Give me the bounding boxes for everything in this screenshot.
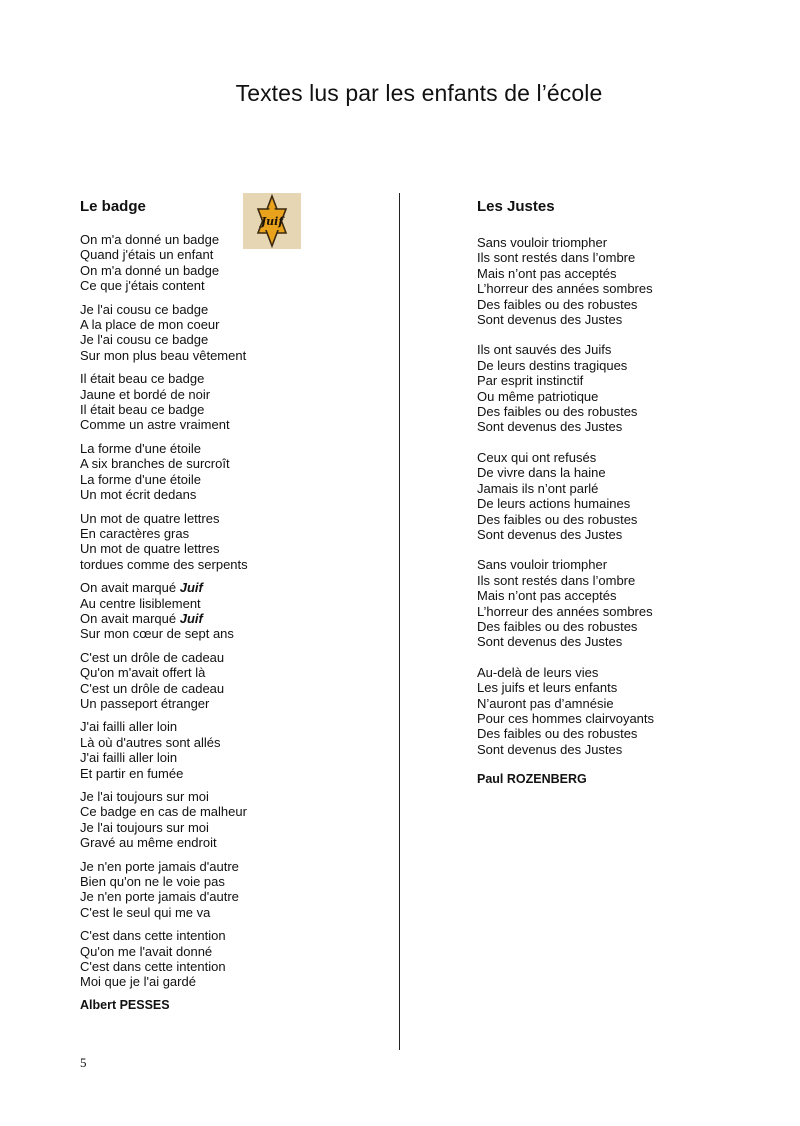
poem-line: Ce badge en cas de malheur [80, 804, 247, 820]
stanza [80, 928, 380, 990]
poem-line: La forme d'une étoile [80, 440, 202, 456]
poem-author: Albert PESSES [80, 997, 170, 1012]
poem-les-justes [477, 199, 777, 788]
poem-line: Ils sont restés dans l’ombre [477, 250, 636, 266]
page-title: Textes lus par les enfants de l’école [235, 80, 603, 106]
poem-line: Ceux qui ont refusés [477, 449, 597, 465]
poem-line: Je l'ai toujours sur moi [80, 789, 209, 804]
poem-line: Comme un astre vraiment [80, 417, 230, 433]
stanza [80, 232, 380, 294]
poem-line: Des faibles ou des robustes [477, 726, 638, 742]
poem-line: N’auront pas d’amnésie [477, 695, 614, 711]
poem-line: Et partir en fumée [80, 765, 184, 781]
poem-line: Par esprit instinctif [477, 373, 584, 389]
poem-line: Des faibles ou des robustes [477, 296, 638, 312]
poem-line: Je l'ai toujours sur moi [80, 819, 209, 835]
column-divider [399, 193, 400, 1050]
poem-line: Qu'on m'avait offert là [80, 665, 206, 681]
stanza [477, 557, 777, 649]
poem-line: Quand j'étais un enfant [80, 247, 214, 263]
poem-line: Un mot écrit dedans [80, 487, 197, 503]
poem-line: Je l'ai cousu ce badge [80, 332, 209, 348]
poem-author: Paul ROZENBERG [477, 772, 587, 787]
poem-line: Il était beau ce badge [80, 402, 205, 418]
poem-line: Sont devenus des Justes [477, 741, 623, 757]
poem-line: Qu'on me l'avait donné [80, 943, 213, 959]
poem-line: Sont devenus des Justes [477, 634, 623, 650]
poem-line: L’horreur des années sombres [477, 603, 653, 619]
poem-line: C'est le seul qui me va [80, 904, 211, 920]
poem-line: On avait marqué Juif [80, 610, 203, 626]
poem-line: Des faibles ou des robustes [477, 618, 638, 634]
poem-line: En caractères gras [80, 525, 190, 541]
poem-stanzas [477, 235, 777, 757]
poem-line: On avait marqué Juif [80, 580, 203, 596]
poem-line: A six branches de surcroît [80, 456, 230, 472]
poem-line: Mais n’ont pas acceptés [477, 265, 617, 281]
badge-text: Juif [260, 215, 284, 228]
poem-line: Des faibles ou des robustes [477, 511, 638, 527]
poem-line: La forme d'une étoile [80, 471, 202, 487]
stanza [80, 371, 380, 433]
emphasized-word: Juif [179, 610, 203, 626]
stanza [80, 511, 380, 573]
poem-line: Je n'en porte jamais d'autre [80, 858, 239, 874]
stanza [80, 650, 380, 712]
poem-line: Gravé au même endroit [80, 835, 217, 851]
poem-line: C'est dans cette intention [80, 928, 226, 944]
poem-line: Sont devenus des Justes [477, 526, 623, 542]
poem-line: On m'a donné un badge [80, 232, 220, 247]
poem-line: Ou même patriotique [477, 388, 599, 404]
poem-line: Mais n’ont pas acceptés [477, 588, 617, 604]
stanza [80, 441, 380, 503]
poem-line: Sans vouloir triompher [477, 235, 608, 250]
poem-line: Là où d'autres sont allés [80, 734, 221, 750]
poem-line: tordues comme des serpents [80, 556, 248, 572]
poem-line: C'est dans cette intention [80, 959, 226, 975]
stanza [477, 665, 777, 757]
poem-line: Ils sont restés dans l’ombre [477, 572, 636, 588]
poem-line: Un passeport étranger [80, 695, 210, 711]
poem-line: A la place de mon coeur [80, 317, 220, 333]
poem-line: Les juifs et leurs enfants [477, 680, 618, 696]
stanza [477, 342, 777, 434]
poem-line: De leurs actions humaines [477, 496, 631, 512]
poem-line: De leurs destins tragiques [477, 357, 628, 373]
poem-line: Sont devenus des Justes [477, 312, 623, 328]
poem-line: Je l'ai cousu ce badge [80, 301, 209, 317]
emphasized-word: Juif [179, 580, 203, 596]
poem-line: De vivre dans la haine [477, 465, 606, 481]
poem-line: C'est un drôle de cadeau [80, 649, 225, 665]
poem-line: Sur mon cœur de sept ans [80, 626, 234, 642]
poem-line: Au centre lisiblement [80, 595, 201, 611]
poem-line: Jamais ils n’ont parlé [477, 480, 599, 496]
stanza [477, 450, 777, 542]
poem-line: Au-delà de leurs vies [477, 664, 599, 680]
page-number: 5 [80, 1055, 87, 1070]
poem-line: Sont devenus des Justes [477, 419, 623, 435]
poem-line: C'est un drôle de cadeau [80, 680, 225, 696]
poem-line: On m'a donné un badge [80, 262, 220, 278]
poem-title: Le badge [80, 198, 146, 215]
poem-line: Sans vouloir triompher [477, 557, 608, 573]
stanza [477, 235, 777, 327]
poem-stanzas [80, 232, 380, 990]
stanza [80, 580, 380, 642]
yellow-star-badge-image [243, 193, 301, 249]
poem-line: Il était beau ce badge [80, 371, 205, 387]
poem-line: Sur mon plus beau vêtement [80, 347, 247, 363]
stanza [80, 302, 380, 364]
stanza [80, 859, 380, 921]
poem-line: J'ai failli aller loin [80, 719, 178, 735]
poem-line: Un mot de quatre lettres [80, 541, 220, 557]
poem-le-badge [80, 199, 380, 1013]
poem-line: Ils ont sauvés des Juifs [477, 342, 612, 358]
poem-line: Ce que j'étais content [80, 278, 205, 294]
poem-line: Un mot de quatre lettres [80, 510, 220, 526]
poem-line: J'ai failli aller loin [80, 750, 178, 766]
poem-line: Pour ces hommes clairvoyants [477, 710, 655, 726]
stanza [80, 719, 380, 781]
poem-line: Je n'en porte jamais d'autre [80, 889, 239, 905]
poem-line: Jaune et bordé de noir [80, 386, 211, 402]
poem-line: Bien qu'on ne le voie pas [80, 874, 225, 890]
poem-line: Moi que je l'ai gardé [80, 974, 196, 990]
poem-line: L’horreur des années sombres [477, 281, 653, 297]
stanza [80, 789, 380, 851]
poem-title: Les Justes [477, 198, 555, 215]
poem-line: Des faibles ou des robustes [477, 404, 638, 420]
